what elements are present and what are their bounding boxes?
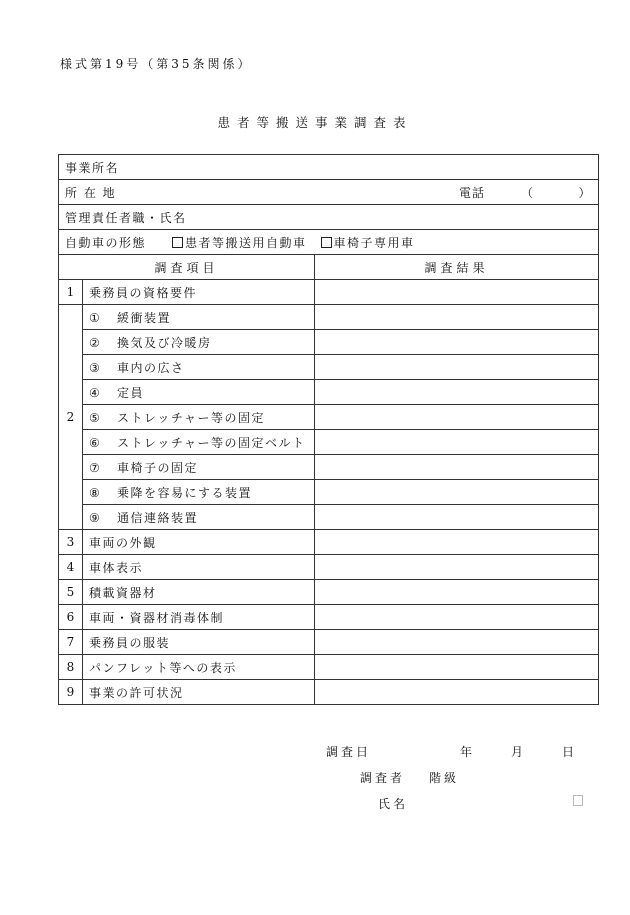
vehicle-type-label: 自動車の形態 [65, 235, 147, 250]
phone-paren-open: （ [521, 185, 535, 200]
survey-table [58, 154, 599, 705]
investigator-label: 調査者 [360, 771, 406, 785]
result-cell[interactable] [315, 555, 599, 580]
table-row [59, 505, 599, 530]
table-row [59, 580, 599, 605]
item-label: 乗降を容易にする装置 [117, 485, 253, 500]
row-number: 3 [59, 530, 83, 555]
row-number: 9 [59, 680, 83, 705]
table-row [59, 530, 599, 555]
office-name-label: 事業所名 [65, 160, 120, 175]
form-number: 様式第19号（第35条関係） [60, 57, 253, 71]
item-mark: ⑤ [89, 410, 100, 425]
year-label: 年 [460, 745, 476, 759]
table-row [59, 455, 599, 480]
row-label: 積載資器材 [83, 580, 315, 605]
manager-field[interactable] [59, 205, 599, 230]
item-label: ストレッチャー等の固定ベルト [117, 435, 306, 450]
result-cell[interactable] [315, 330, 599, 355]
name-label: 氏名 [378, 797, 409, 811]
item-mark: ⑥ [89, 435, 100, 450]
address-label: 所 在 地 [65, 185, 117, 200]
item-label: 通信連絡装置 [117, 510, 199, 525]
vehicle-type-row [59, 230, 599, 255]
address-row [59, 180, 599, 205]
result-cell[interactable] [315, 505, 599, 530]
phone-paren-close: ） [578, 185, 593, 200]
result-cell[interactable] [315, 405, 599, 430]
checkbox-wheelchair-vehicle[interactable] [321, 237, 332, 248]
result-cell[interactable] [315, 380, 599, 405]
table-header-row [59, 255, 599, 280]
item-mark: ④ [89, 385, 100, 400]
row-label [83, 305, 315, 330]
column-header-item: 調査項目 [59, 255, 315, 280]
result-cell[interactable] [315, 280, 599, 305]
row-number: 6 [59, 605, 83, 630]
result-cell[interactable] [315, 480, 599, 505]
result-cell[interactable] [315, 580, 599, 605]
table-row [59, 405, 599, 430]
result-cell[interactable] [315, 430, 599, 455]
result-cell[interactable] [315, 655, 599, 680]
item-label: 定員 [117, 385, 145, 400]
item-mark: ⑧ [89, 485, 100, 500]
item-label: 車椅子の固定 [117, 460, 199, 475]
row-number: 8 [59, 655, 83, 680]
office-name-field[interactable] [59, 155, 599, 180]
row-number: 1 [59, 280, 83, 305]
manager-row [59, 205, 599, 230]
row-number: 4 [59, 555, 83, 580]
row-label: 事業の許可状況 [83, 680, 315, 705]
item-label: 換気及び冷暖房 [117, 335, 212, 350]
column-header-result: 調査結果 [315, 255, 599, 280]
month-label: 月 [511, 745, 527, 759]
item-mark: ① [89, 310, 100, 325]
row-label [83, 330, 315, 355]
row-label [83, 480, 315, 505]
row-label: 乗務員の服装 [83, 630, 315, 655]
table-row [59, 480, 599, 505]
result-cell[interactable] [315, 455, 599, 480]
day-label: 日 [562, 745, 578, 759]
row-label [83, 505, 315, 530]
item-mark: ② [89, 335, 100, 350]
result-cell[interactable] [315, 530, 599, 555]
row-label: 車体表示 [83, 555, 315, 580]
table-row [59, 355, 599, 380]
row-label [83, 430, 315, 455]
address-field[interactable] [59, 180, 599, 205]
rank-label: 階級 [429, 771, 460, 785]
table-row [59, 555, 599, 580]
result-cell[interactable] [315, 605, 599, 630]
table-row [59, 380, 599, 405]
item-mark: ⑨ [89, 510, 100, 525]
item-mark: ⑦ [89, 460, 100, 475]
row-label [83, 405, 315, 430]
table-row [59, 655, 599, 680]
survey-date-label: 調査日 [326, 745, 372, 759]
row-label: 車両・資器材消毒体制 [83, 605, 315, 630]
office-name-row [59, 155, 599, 180]
table-row [59, 630, 599, 655]
row-number: 5 [59, 580, 83, 605]
item-label: 緩衝装置 [117, 310, 172, 325]
result-cell[interactable] [315, 305, 599, 330]
table-row [59, 680, 599, 705]
table-row [59, 280, 599, 305]
row-label: パンフレット等への表示 [83, 655, 315, 680]
row-number: 7 [59, 630, 83, 655]
row-label: 車両の外観 [83, 530, 315, 555]
item-mark: ③ [89, 360, 100, 375]
table-row [59, 605, 599, 630]
result-cell[interactable] [315, 630, 599, 655]
table-row [59, 305, 599, 330]
row-label [83, 455, 315, 480]
row-label [83, 355, 315, 380]
result-cell[interactable] [315, 680, 599, 705]
vehicle-option-wheelchair: 車椅子専用車 [333, 235, 415, 250]
checkbox-patient-vehicle[interactable] [172, 237, 183, 248]
page-title: 患者等搬送事業調査表 [217, 115, 413, 130]
phone-label: 電話 [458, 185, 485, 200]
seal-box[interactable] [573, 795, 583, 806]
item-label: ストレッチャー等の固定 [117, 410, 266, 425]
row-label: 乗務員の資格要件 [83, 280, 315, 305]
table-row [59, 430, 599, 455]
manager-label: 管理責任者職・氏名 [65, 210, 187, 225]
result-cell[interactable] [315, 355, 599, 380]
row-label [83, 380, 315, 405]
row-number: 2 [59, 305, 83, 530]
table-row [59, 330, 599, 355]
vehicle-option-patient: 患者等搬送用自動車 [185, 235, 307, 250]
item-label: 車内の広さ [117, 360, 185, 375]
